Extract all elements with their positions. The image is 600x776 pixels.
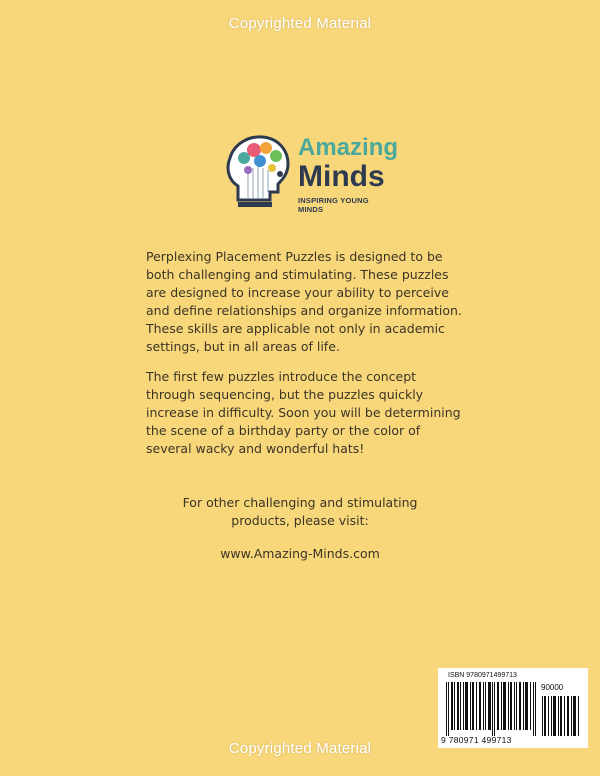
amazing-minds-logo	[224, 130, 399, 214]
cta-line-2: products, please visit:	[231, 513, 369, 528]
website-url: www.Amazing-Minds.com	[220, 546, 380, 561]
cta-line-1: For other challenging and stimulating	[182, 495, 418, 510]
logo-wordmark-amazing: Amazing	[298, 134, 399, 161]
description-paragraph-1: Perplexing Placement Puzzles is designed to be both challenging and stimulating. These puzzles are designed to increase your ability to perceive and define relationships and organize information. These skills are applicable not only in academic settings, but in all areas of life.	[146, 249, 462, 354]
cta-text	[100, 494, 500, 530]
logo-wordmark-minds: Minds	[298, 160, 385, 193]
isbn-barcode	[438, 668, 588, 748]
barcode-digits: 9 780971 499713	[441, 735, 512, 745]
copyright-watermark-top: Copyrighted Material	[228, 15, 372, 32]
description-paragraph-2: The first few puzzles introduce the concept through sequencing, but the puzzles quickly increase in difficulty. Soon you will be determining the scene of a birthday party or the color of several wacky and wonderful hats!	[146, 369, 461, 456]
copyright-watermark-bottom: Copyrighted Material	[228, 740, 372, 757]
logo-tagline: INSPIRING YOUNG MINDS	[298, 196, 369, 214]
price-code: 90000	[541, 683, 564, 692]
head-brain-icon	[224, 130, 294, 212]
isbn-label: ISBN 9780971499713	[448, 672, 517, 679]
